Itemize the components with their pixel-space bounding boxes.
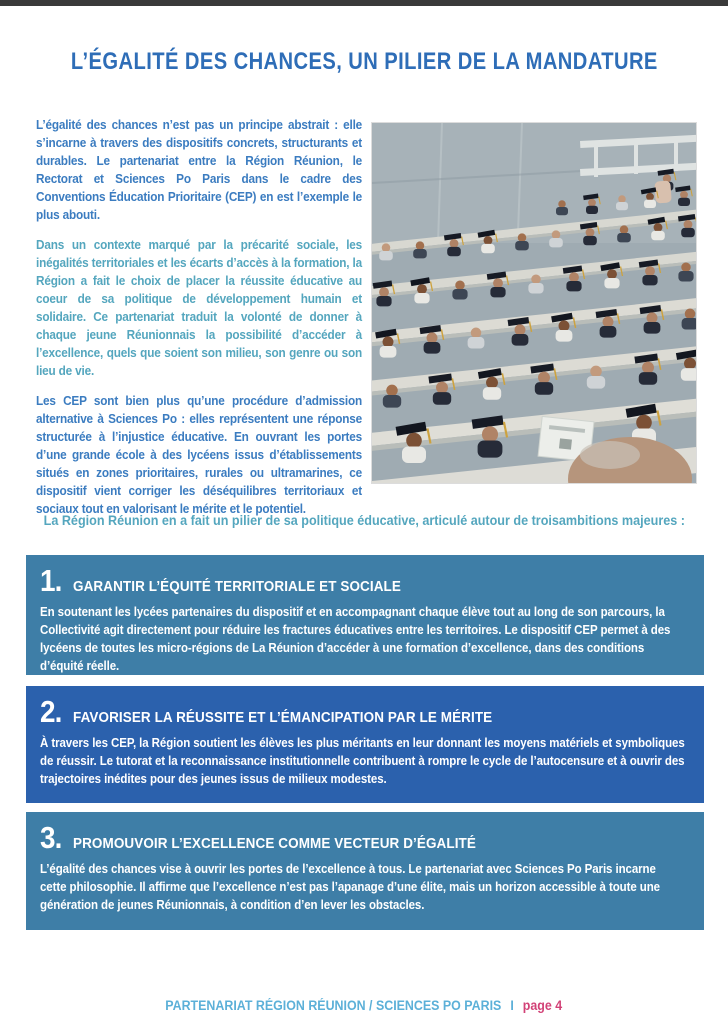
ambition-2-number: 2. bbox=[40, 694, 62, 729]
ambition-1-number: 1. bbox=[40, 563, 62, 598]
footer-partnership-label: PARTENARIAT RÉGION RÉUNION / SCIENCES PO PARIS bbox=[165, 998, 502, 1013]
graduation-photo-art bbox=[372, 123, 697, 484]
intro-paragraph-2: Dans un contexte marqué par la précarité sociale, les inégalités territoriales et les écarts d’accès à la formation, la Région a fait le choix de placer la réussite éducative au coeur de sa politique de développement humain et solidaire. Ce partenariat traduit la volonté de donner à chaque jeune Réunionnais la possibilité d’accéder à l’excellence, quels que soient son milieu, son genre ou son lieu de vie. bbox=[36, 237, 363, 378]
ambition-3-body: L’égalité des chances vise à ouvrir les portes de l’excellence à tous. Le partenariat avec Sciences Po Paris incarne cette philosophie. Il affirme que l’excellence n’est pas l’apanage d’une élite, mais un horizon accessible à toute une génération de jeunes Réunionnais, à condition d’en lever les obstacles. bbox=[40, 862, 660, 912]
ambition-3-heading: PROMOUVOIR L’EXCELLENCE COMME VECTEUR D’ÉGALITÉ bbox=[72, 836, 476, 852]
footer-separator: I bbox=[510, 998, 515, 1013]
ambition-box-3 bbox=[26, 812, 704, 930]
footer-page-number: page 4 bbox=[523, 998, 563, 1013]
footer bbox=[0, 998, 728, 1013]
ambition-2-heading: FAVORISER LA RÉUSSITE ET L’ÉMANCIPATION PAR LE MÉRITE bbox=[72, 710, 493, 726]
ambition-box-1 bbox=[26, 555, 704, 675]
graduation-photo bbox=[371, 122, 697, 484]
ambition-3-header bbox=[40, 822, 686, 854]
ambition-box-2 bbox=[26, 686, 704, 803]
ambition-1-body: En soutenant les lycées partenaires du dispositif et en accompagnant chaque élève tout au long de son parcours, la Collectivité agit directement pour réduire les fractures éducatives entre les territoires. Le dispositif CEP permet à des lycéens de toutes les micro-régions de La Réunion d’accéder à une formation d’excellence, dans des conditions d’équité réelle. bbox=[40, 605, 671, 673]
ambition-1-header bbox=[40, 565, 686, 597]
ambition-1-heading: GARANTIR L’ÉQUITÉ TERRITORIALE ET SOCIALE bbox=[72, 579, 401, 595]
ambition-3-number: 3. bbox=[40, 820, 62, 855]
ambition-2-body: À travers les CEP, la Région soutient les élèves les plus méritants en leur donnant les moyens matériels et symboliques de réussir. Le tutorat et la reconnaissance institutionnelle contribuent à rompre le cycle de l’autocensure et à ouvrir des trajectoires inédites pour des jeunes issus de milieux modestes. bbox=[40, 736, 685, 786]
ambition-2-header bbox=[40, 696, 686, 728]
page-title: L’ÉGALITÉ DES CHANCES, UN PILIER DE LA MANDATURE bbox=[70, 48, 658, 75]
intro-paragraph-3: Les CEP sont bien plus qu’une procédure d’admission alternative à Sciences Po : elles représentent une réponse structurée à l’injustice éducative. En ouvrant les portes d’une grande école à des lycéens issus d’établissements situés en zones prioritaires, rurales ou ultramarines, ce dispositif vient corriger les déséquilibres territoriaux et sociaux tout en valorisant le mérite et le potentiel. bbox=[36, 393, 363, 516]
intro-paragraph-1: L’égalité des chances n’est pas un principe abstrait : elle s’incarne à travers des dispositifs concrets, structurants et durables. Le partenariat entre la Région Réunion, le Rectorat et Sciences Po Paris dans le cadre des Conventions Éducation Prioritaire (CEP) en est l’exemple le plus abouti. bbox=[36, 117, 363, 222]
window-top-edge bbox=[0, 0, 728, 6]
intro-column bbox=[36, 116, 362, 530]
lead-sentence: La Région Réunion en a fait un pilier de sa politique éducative, articulé autour de troisambitions majeures : bbox=[43, 512, 685, 528]
